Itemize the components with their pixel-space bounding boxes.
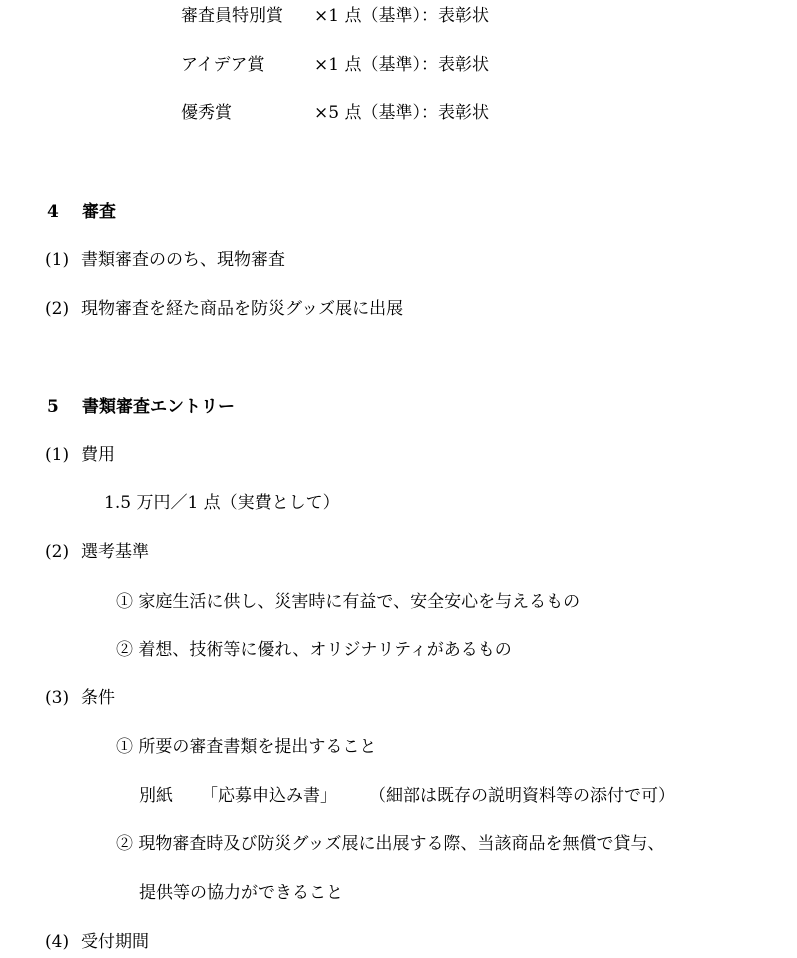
award-detail: ×1 点（基準）：表彰状 <box>314 6 489 26</box>
award-name: アイデア賞 <box>181 55 265 75</box>
item-text: 書類審査ののち、現物審査 <box>81 250 285 270</box>
item-text: 現物審査を経た商品を防災グッズ展に出展 <box>81 299 404 319</box>
fee-value: 1.5 万円／1 点（実費として） <box>104 493 340 513</box>
award-row <box>181 53 489 77</box>
condition-item: ② 現物審査時及び防災グッズ展に出展する際、当該商品を無償で貸与、 <box>116 834 665 854</box>
item-text: 選考基準 <box>81 542 149 562</box>
award-name: 優秀賞 <box>181 103 232 123</box>
item-text: 費用 <box>81 445 115 465</box>
award-detail: ×5 点（基準）：表彰状 <box>314 103 489 123</box>
item-text: 受付期間 <box>81 932 149 952</box>
section-heading <box>47 200 116 224</box>
item-text: 条件 <box>81 688 115 708</box>
award-row <box>181 4 489 28</box>
section-title: 書類審査エントリー <box>82 397 235 417</box>
item-number: (2) <box>45 542 70 562</box>
award-detail: ×1 点（基準）：表彰状 <box>314 55 489 75</box>
criteria-item: ① 家庭生活に供し、災害時に有益で、安全安心を与えるもの <box>116 592 581 612</box>
list-item <box>45 686 115 710</box>
list-item <box>45 248 285 272</box>
criteria-item: ② 着想、技術等に優れ、オリジナリティがあるもの <box>116 640 512 660</box>
list-item <box>45 930 149 954</box>
award-row <box>181 101 489 125</box>
section-number: 5 <box>47 397 59 417</box>
list-item <box>45 443 115 467</box>
award-name: 審査員特別賞 <box>181 6 283 26</box>
attachment-label: 別紙 <box>139 786 173 806</box>
condition-item-continuation: 提供等の協力ができること <box>139 883 343 903</box>
section-title: 審査 <box>82 202 116 222</box>
condition-subline <box>139 784 675 808</box>
item-number: (1) <box>45 250 70 270</box>
attachment-note: （細部は既存の説明資料等の添付で可） <box>369 786 675 806</box>
section-heading <box>47 395 235 419</box>
attachment-form-name: 「応募申込み書」 <box>201 786 337 806</box>
item-number: (4) <box>45 932 70 952</box>
item-number: (3) <box>45 688 70 708</box>
condition-item: ① 所要の審査書類を提出すること <box>116 737 377 757</box>
list-item <box>45 297 404 321</box>
item-number: (1) <box>45 445 70 465</box>
item-number: (2) <box>45 299 70 319</box>
list-item <box>45 540 149 564</box>
section-number: 4 <box>47 202 59 222</box>
